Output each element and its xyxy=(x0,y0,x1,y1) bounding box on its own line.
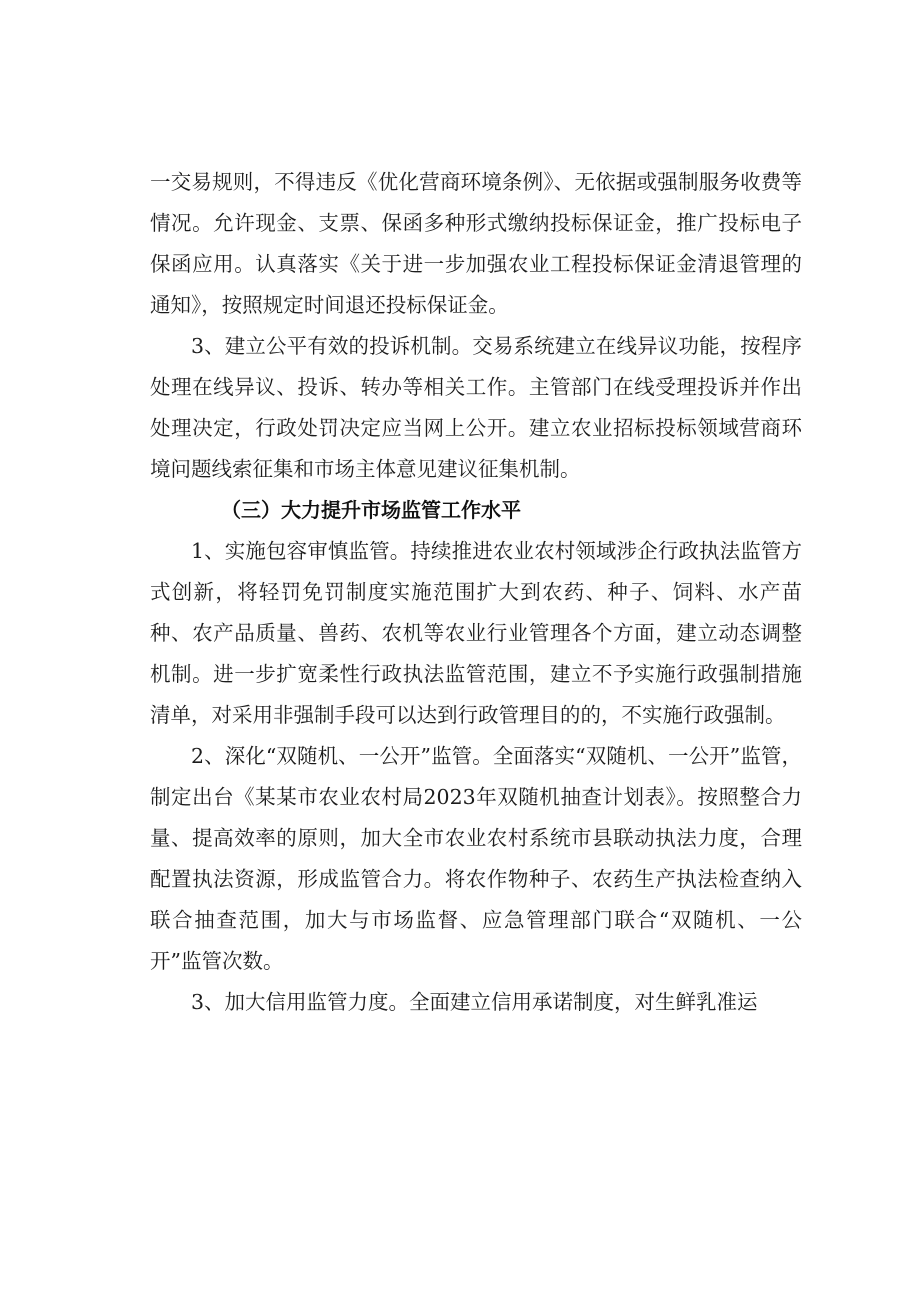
paragraph-credit-supervision: 3、加大信用监管力度。全面建立信用承诺制度，对生鲜乳准运 xyxy=(191,990,758,1014)
section-heading: （三）大力提升市场监管工作水平 xyxy=(221,498,521,522)
document-body xyxy=(150,162,802,1023)
paragraph-complaint-mechanism: 3、建立公平有效的投诉机制。交易系统建立在线异议功能，按程序处理在线异议、投诉、转办等相关工作。主管部门在线受理投诉并作出处理决定，行政处罚决定应当网上公开。建立农业招标投标领域营商环境问题线索征集和市场主体意见建议征集机制。 xyxy=(150,334,802,481)
paragraph-inclusive-supervision: 1、实施包容审慎监管。持续推进农业农村领域涉企行政执法监管方式创新，将轻罚免罚制度实施范围扩大到农药、种子、饲料、水产苗种、农产品质量、兽药、农机等农业行业管理各个方面，建立动态调整机制。进一步扩宽柔性行政执法监管范围，建立不予实施行政强制措施清单，对采用非强制手段可以达到行政管理目的的，不实施行政强制。 xyxy=(150,539,802,727)
paragraph-continuation: 一交易规则，不得违反《优化营商环境条例》、无依据或强制服务收费等情况。允许现金、支票、保函多种形式缴纳投标保证金，推广投标电子保函应用。认真落实《关于进一步加强农业工程投标保证金清退管理的通知》，按照规定时间退还投标保证金。 xyxy=(150,170,802,317)
paragraph-double-random: 2、深化“双随机、一公开”监管。全面落实“双随机、一公开”监管，制定出台《某某市农业农村局2023年双随机抽查计划表》。按照整合力量、提高效率的原则，加大全市农业农村系统市县联动执法力度，合理配置执法资源，形成监管合力。将农作物种子、农药生产执法检查纳入联合抽查范围，加大与市场监督、应急管理部门联合“双随机、一公开”监管次数。 xyxy=(150,744,802,973)
